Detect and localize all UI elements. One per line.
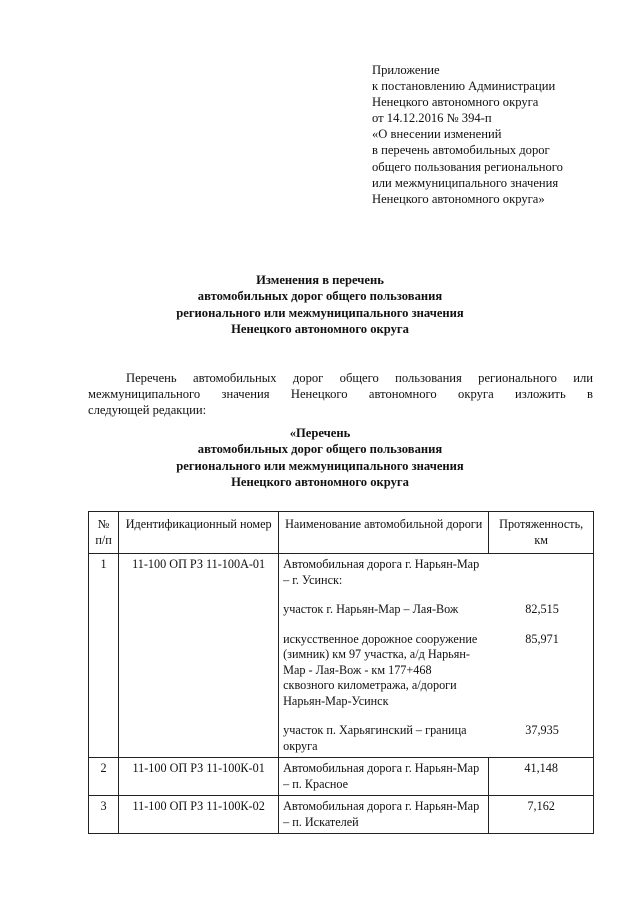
row-id: 11-100 ОП РЗ 11-100К-01	[119, 758, 279, 796]
appendix-line: или межмуниципального значения	[372, 175, 559, 190]
appendix-line: «О внесении изменений	[372, 127, 502, 142]
table-header-row	[89, 512, 594, 554]
row-length: 41,148	[489, 758, 594, 796]
table-row	[89, 554, 594, 758]
header-name: Наименование автомобильной дороги	[279, 512, 489, 554]
intro-line: Перечень автомобильных дорог общего пользования регионального или	[126, 371, 593, 385]
segment-row	[283, 723, 589, 754]
segment-name: участок п. Харьягинский – граница округа	[283, 723, 467, 753]
list-title-line: Ненецкого автономного округа	[231, 475, 409, 490]
appendix-line: Приложение	[372, 63, 440, 77]
intro-line: межмуниципального значения Ненецкого автономного округа изложить в	[88, 387, 593, 402]
title-line: регионального или межмуниципального значения	[176, 305, 464, 320]
segment-row	[283, 632, 589, 710]
row-num: 3	[89, 796, 119, 834]
list-title-line: автомобильных дорог общего пользования	[197, 442, 443, 457]
table-row	[89, 796, 594, 834]
roads-table	[88, 511, 594, 834]
list-title	[0, 425, 640, 491]
appendix-line: от 14.12.2016 № 394-п	[372, 111, 492, 126]
document-title	[0, 272, 640, 338]
segment-name: искусственное дорожное сооружение (зимник) км 97 участка, а/д Нарьян-Мар - Лая-Вож - км 177+468 сквозного километража, а/дороги Нарьян-Мар-Усинск	[283, 631, 478, 708]
segment-length: 37,935	[525, 723, 559, 737]
appendix-line: общего пользования регионального	[372, 159, 563, 174]
list-title-line: «Перечень	[289, 426, 351, 440]
segment-length: 85,971	[525, 631, 559, 646]
table-row	[89, 758, 594, 796]
title-line: автомобильных дорог общего пользования	[197, 289, 443, 304]
appendix-header	[372, 62, 622, 207]
header-num: № п/п	[89, 512, 119, 554]
header-id: Идентификационный номер	[119, 512, 279, 554]
row-name: Автомобильная дорога г. Нарьян-Мар – п. Красное	[279, 758, 489, 796]
intro-line: следующей редакции:	[88, 403, 207, 418]
row-num: 2	[89, 758, 119, 796]
segment-row	[283, 602, 589, 618]
list-title-line: регионального или межмуниципального значения	[176, 458, 464, 473]
appendix-line: Ненецкого автономного округа	[372, 95, 539, 110]
row-id: 11-100 ОП РЗ 11-100К-02	[119, 796, 279, 834]
header-length: Протяженность, км	[489, 512, 594, 554]
title-line: Ненецкого автономного округа	[231, 322, 409, 337]
appendix-line: к постановлению Администрации	[372, 79, 556, 94]
intro-paragraph	[88, 370, 593, 419]
row-num: 1	[89, 554, 119, 758]
row-name: Автомобильная дорога г. Нарьян-Мар – г. Усинск:	[283, 557, 480, 587]
row-name: Автомобильная дорога г. Нарьян-Мар – п. Искателей	[279, 796, 489, 834]
row-id: 11-100 ОП РЗ 11-100А-01	[119, 554, 279, 758]
appendix-line: Ненецкого автономного округа»	[372, 191, 545, 206]
title-line: Изменения в перечень	[256, 273, 384, 287]
segment-length: 82,515	[525, 602, 559, 616]
appendix-line: в перечень автомобильных дорог	[372, 143, 550, 158]
row-name-cell	[279, 554, 594, 758]
segment-name: участок г. Нарьян-Мар – Лая-Вож	[283, 602, 459, 616]
row-length: 7,162	[489, 796, 594, 834]
